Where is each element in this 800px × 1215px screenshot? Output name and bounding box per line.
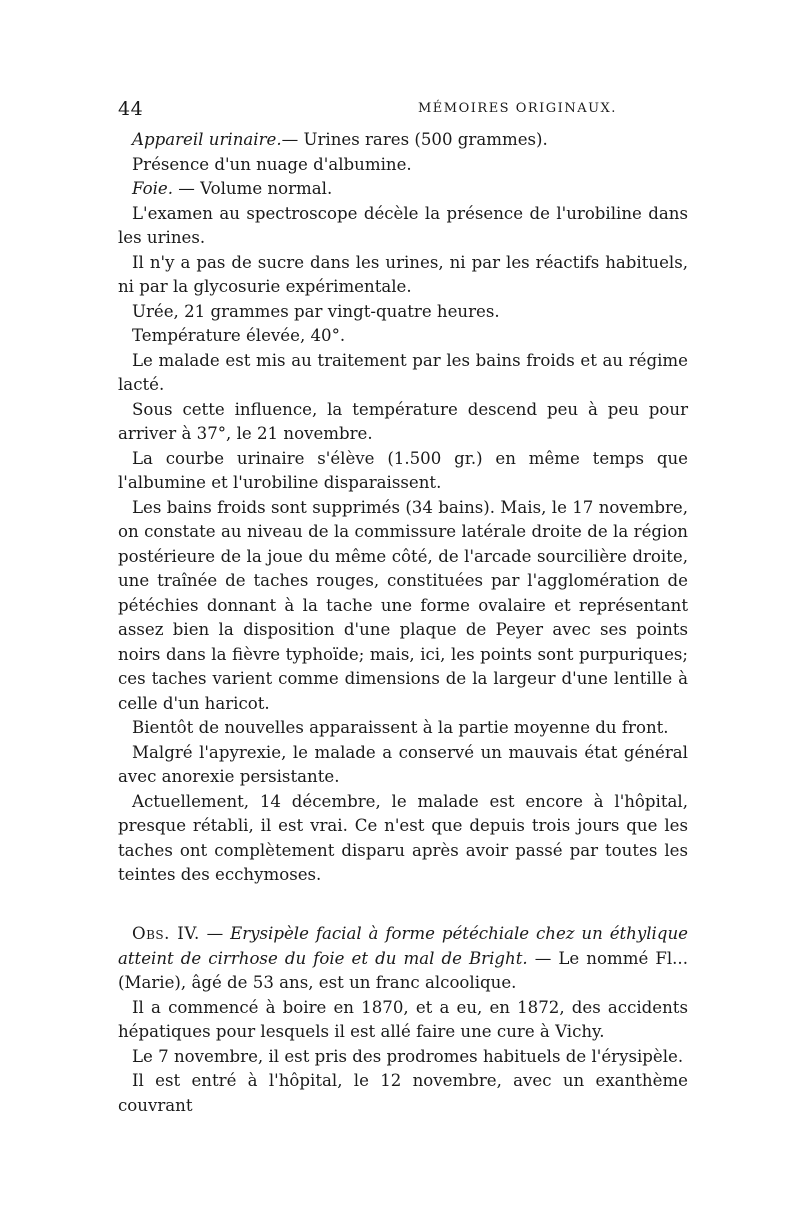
observation-heading: Obs. IV. — Erysipèle facial à forme pétéchiale chez un éthylique atteint de cirrhose du foie et du mal de Bright. — Le nommé Fl... (Marie), âgé de 53 ans, est un franc alcoolique. [118, 924, 688, 992]
page-header [118, 98, 688, 124]
paragraph: Foie. — Volume normal. [132, 179, 333, 198]
observation-title: Erysipèle facial à forme pétéchiale chez un éthylique atteint de cirrhose du foie et du mal de Bright. [118, 924, 688, 968]
paragraph: Les bains froids sont supprimés (34 bains). Mais, le 17 novembre, on constate au niveau de la commissure latérale droite de la région postérieure de la joue du même côté, de l'arcade sourcilière droite, une traînée de taches rouges, constituées par l'agglomération de pétéchies donnant à la tache une forme ovalaire et représentant assez bien la disposition d'une plaque de Peyer avec ses points noirs dans la fièvre typhoïde; mais, ici, les points sont purpuriques; ces taches varient comme dimensions de la largeur d'une lentille à celle d'un haricot. [118, 497, 688, 713]
paragraph: Présence d'un nuage d'albumine. [132, 154, 412, 174]
paragraph: Il est entré à l'hôpital, le 12 novembre, avec un exanthème couvrant [118, 1071, 688, 1115]
page-number: 44 [118, 98, 144, 120]
subheading-foie: Foie. [132, 179, 173, 198]
paragraph: Malgré l'apyrexie, le malade a conservé un mauvais état général avec anorexie persistante. [118, 742, 688, 786]
paragraph: Il a commencé à boire en 1870, et a eu, en 1872, des accidents hépatiques pour lesquels il est allé faire une cure à Vichy. [118, 997, 688, 1041]
paragraph: Il n'y a pas de sucre dans les urines, ni par les réactifs habituels, ni par la glycosurie expérimentale. [118, 252, 688, 296]
paragraph: Actuellement, 14 décembre, le malade est encore à l'hôpital, presque rétabli, il est vrai. Ce n'est que depuis trois jours que les taches ont complètement disparu après avoir passé par toutes les teintes des ecchymoses. [118, 791, 688, 884]
paragraph: Le 7 novembre, il est pris des prodromes habituels de l'érysipèle. [132, 1046, 684, 1066]
paragraph: Sous cette influence, la température descend peu à peu pour arriver à 37°, le 21 novembre. [118, 399, 688, 443]
paragraph: La courbe urinaire s'élève (1.500 gr.) en même temps que l'albumine et l'urobiline disparaissent. [118, 448, 688, 492]
paragraph: Bientôt de nouvelles apparaissent à la partie moyenne du front. [132, 718, 669, 737]
paragraph: Urée, 21 grammes par vingt-quatre heures. [132, 301, 500, 321]
running-title: MÉMOIRES ORIGINAUX. [418, 101, 617, 116]
paragraph: Appareil urinaire.— Urines rares (500 grammes). [132, 130, 548, 149]
observation-label: Obs. IV. [132, 924, 200, 943]
observation-iv-section [118, 922, 688, 1118]
paragraph: Température élevée, 40°. [132, 326, 346, 345]
observation-continued-section [118, 128, 688, 888]
paragraph: L'examen au spectroscope décèle la présence de l'urobiline dans les urines. [118, 203, 688, 247]
paragraph: Le malade est mis au traitement par les bains froids et au régime lacté. [118, 350, 688, 394]
subheading-appareil-urinaire: Appareil urinaire. [132, 130, 282, 149]
